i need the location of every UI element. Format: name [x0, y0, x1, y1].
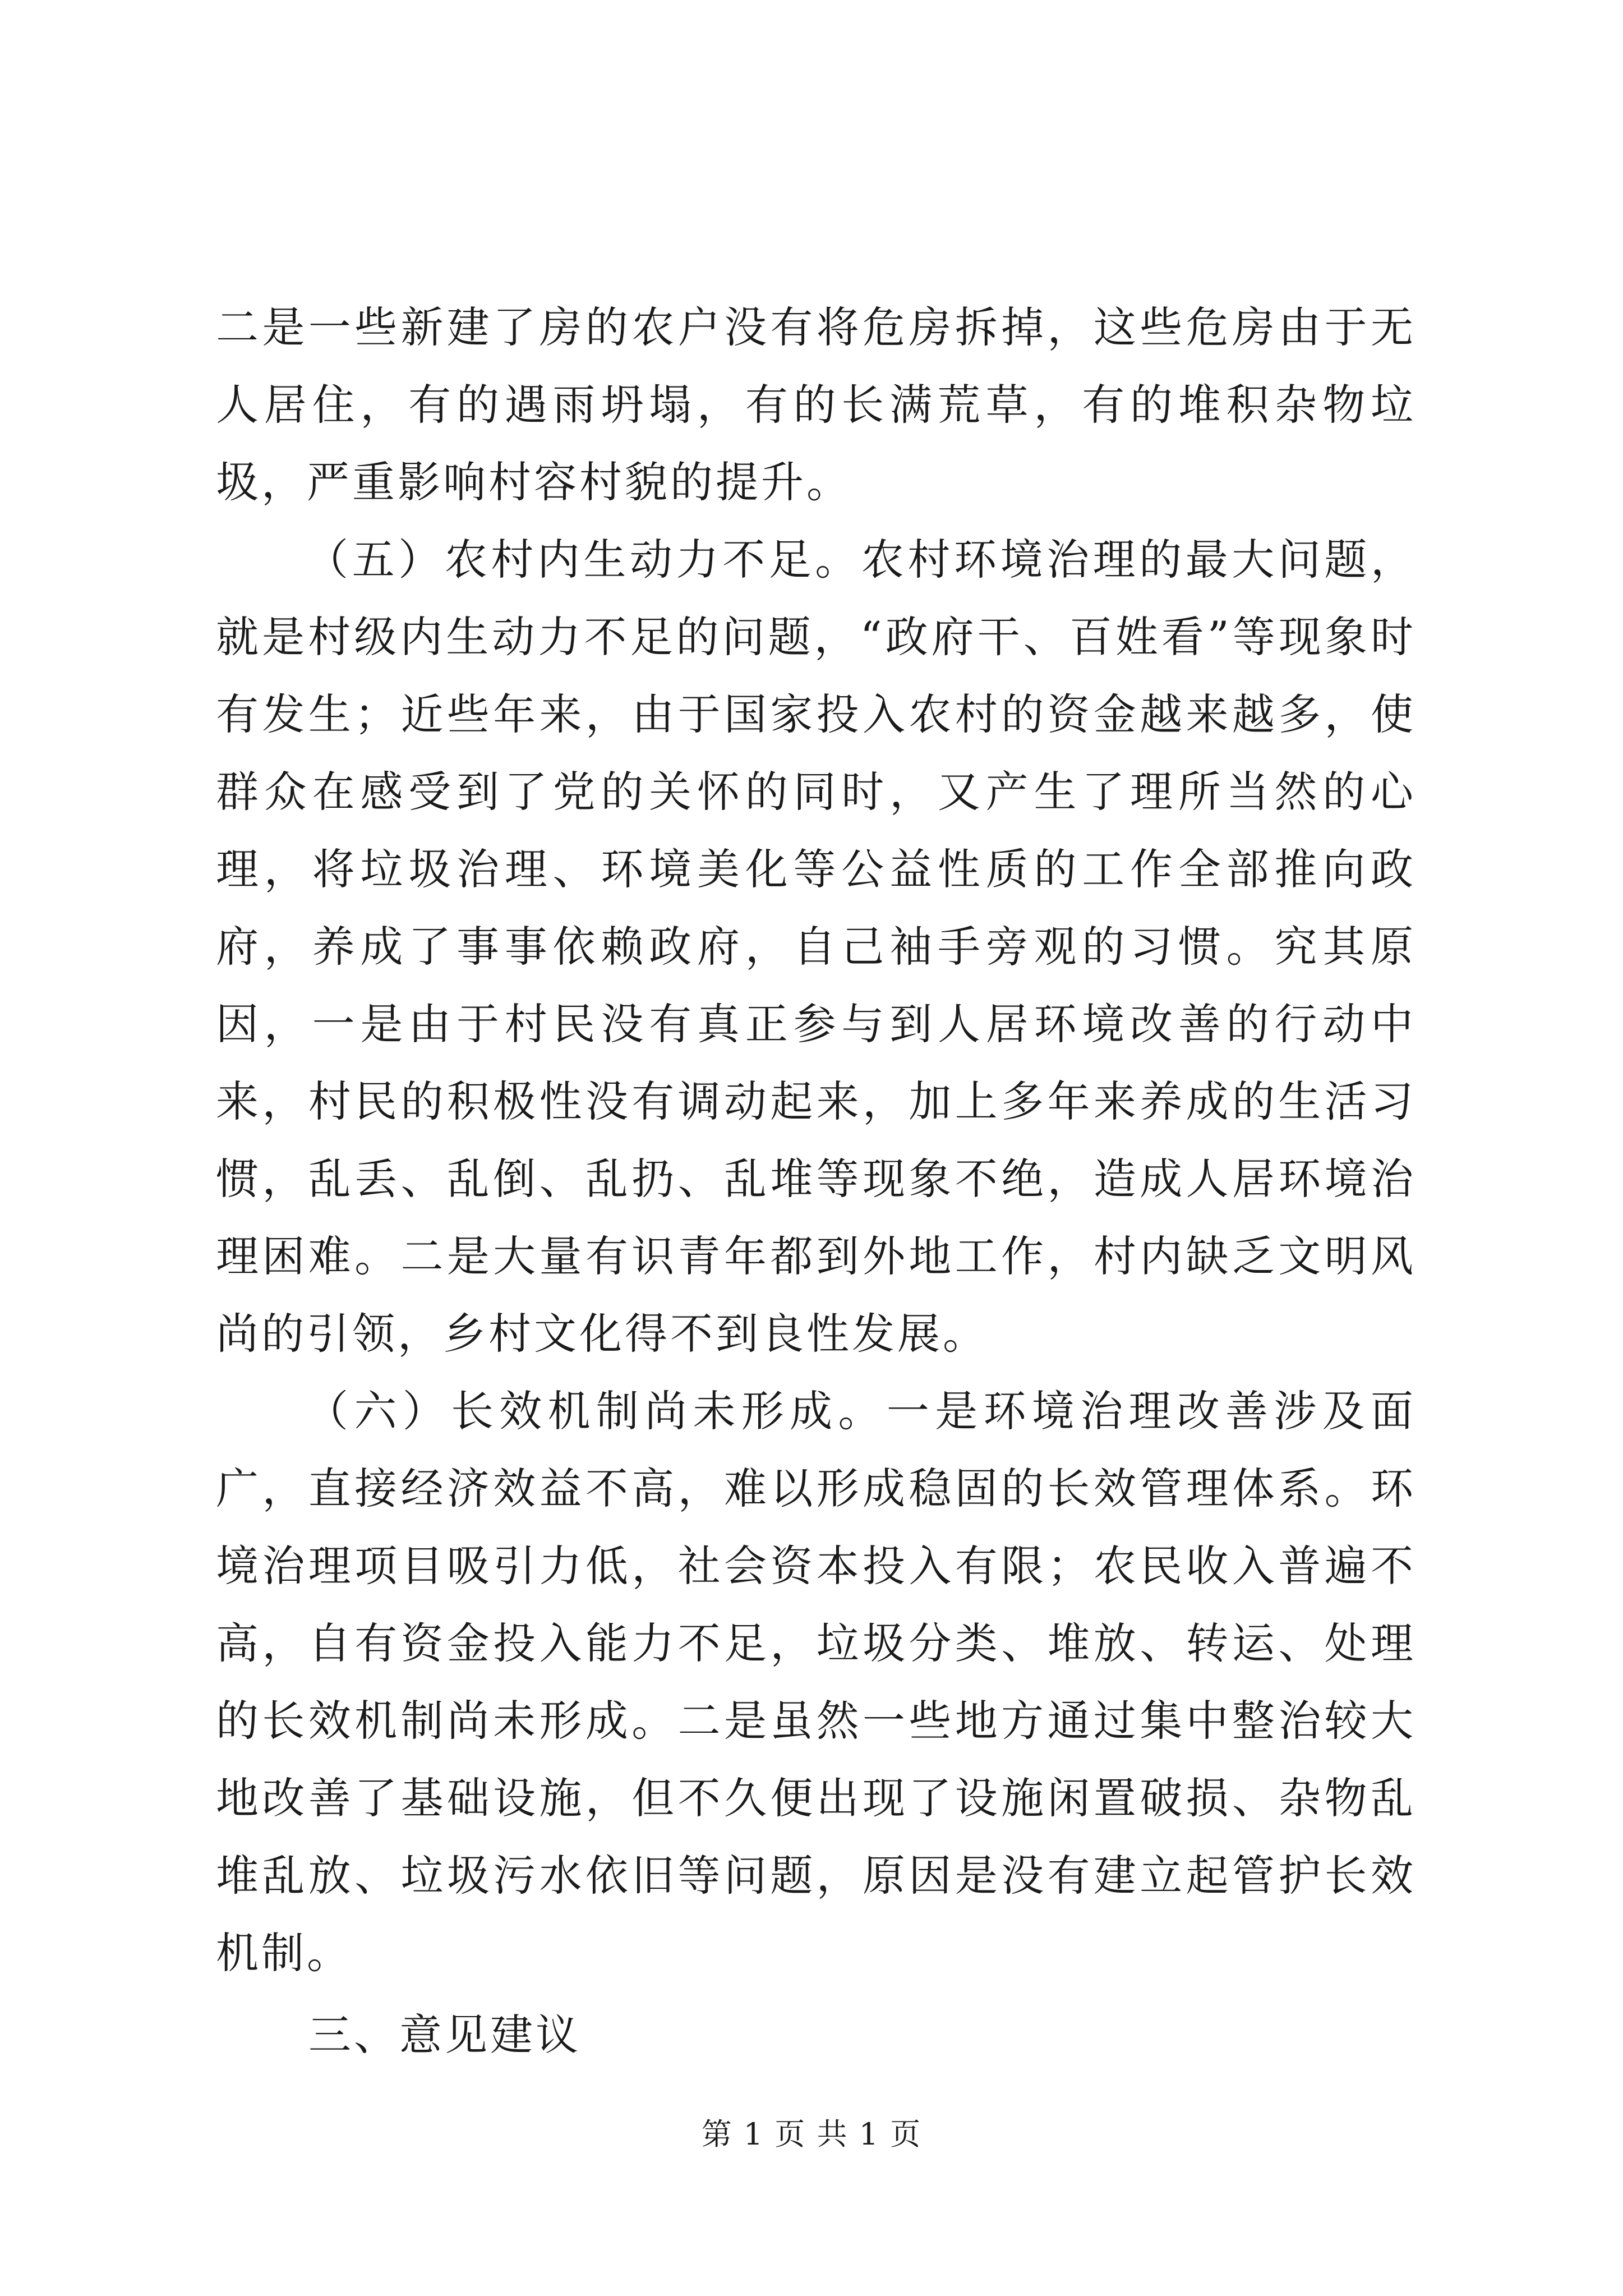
- section-heading: 三、意见建议: [308, 2010, 581, 2060]
- document-body: [216, 289, 1416, 2074]
- paragraph-continuation: 二是一些新建了房的农户没有将危房拆掉，这些危房由于无人居住，有的遇雨坍塌，有的长满荒草，有的堆积杂物垃圾，严重影响村容村貌的提升。: [216, 302, 1416, 507]
- paragraph-section-five: （五）农村内生动力不足。农村环境治理的最大问题，就是村级内生动力不足的问题，“政府干、百姓看”等现象时有发生；近些年来，由于国家投入农村的资金越来越多，使群众在感受到了党的关怀的同时，又产生了理所当然的心理，将垃圾治理、环境美化等公益性质的工作全部推向政府，养成了事事依赖政府，自己袖手旁观的习惯。究其原因，一是由于村民没有真正参与到人居环境改善的行动中来，村民的积极性没有调动起来，加上多年来养成的生活习惯，乱丢、乱倒、乱扔、乱堆等现象不绝，造成人居环境治理困难。二是大量有识青年都到外地工作，村内缺乏文明风尚的引领，乡村文化得不到良性发展。: [216, 535, 1416, 1359]
- paragraph-section-six: （六）长效机制尚未形成。一是环境治理改善涉及面广，直接经济效益不高，难以形成稳固的长效管理体系。环境治理项目吸引力低，社会资本投入有限；农民收入普遍不高，自有资金投入能力不足，垃圾分类、堆放、转运、处理的长效机制尚未形成。二是虽然一些地方通过集中整治较大地改善了基础设施，但不久便出现了设施闲置破损、杂物乱堆乱放、垃圾污水依旧等问题，原因是没有建立起管护长效机制。: [216, 1386, 1416, 1978]
- page-footer: 第 1 页 共 1 页: [701, 2116, 922, 2152]
